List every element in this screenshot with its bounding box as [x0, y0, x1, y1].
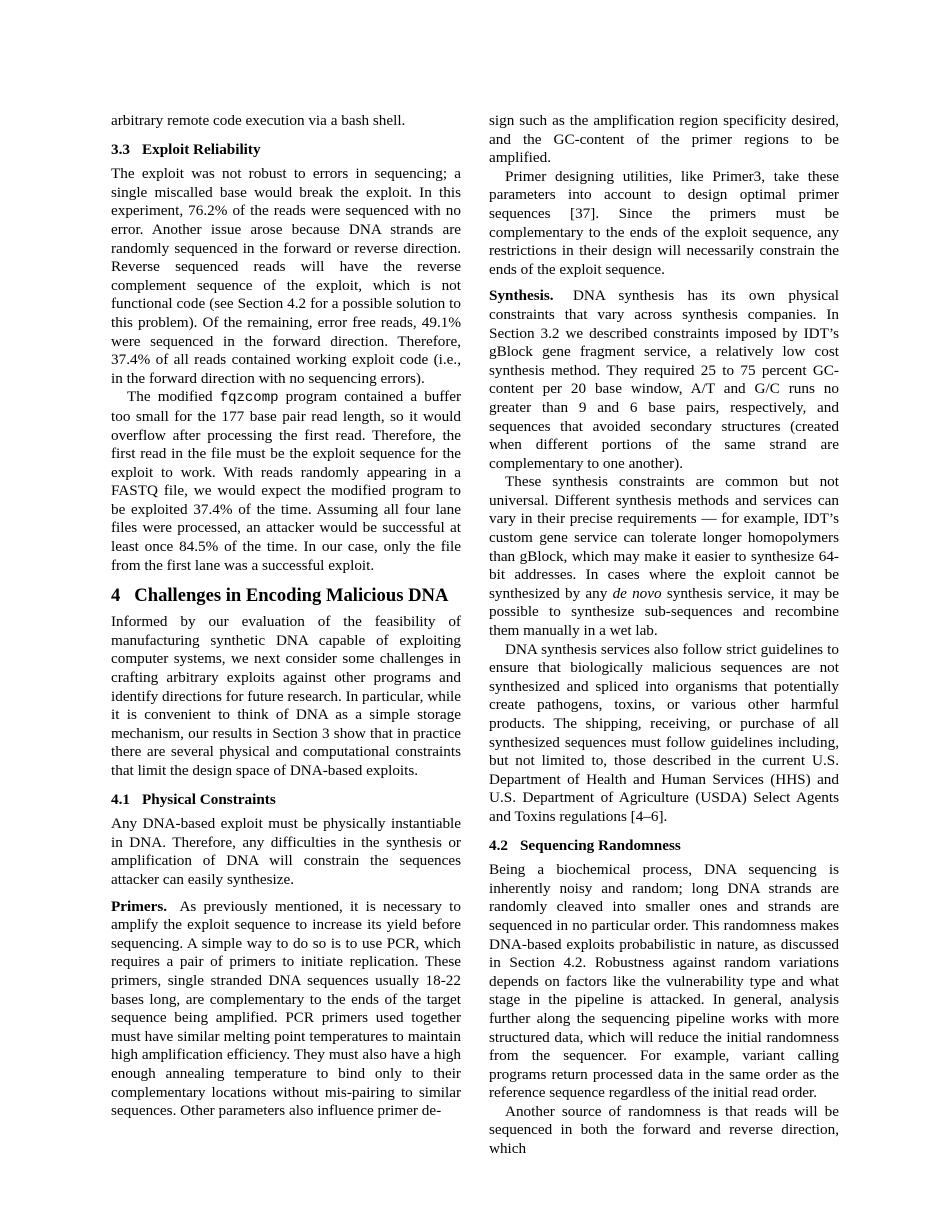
synthesis-text: DNA synthesis has its own physical constraints that vary across synthesis companies. In Section 3.2 we described constraints imposed by IDT’s gBlock gene fragment service, a relatively low cost synthesis method. They required 25 to 75 percent GC-content per 20 base window, A/T and G/C runs no greater than 9 and 6 base pairs, respectively, and sequences that avoided secondary structures (created when different portions of the same strand are complementary to one another).: [489, 287, 840, 472]
section-4-heading: [111, 585, 461, 607]
section-title: Sequencing Randomness: [519, 836, 681, 854]
fqzcomp-code: fqzcomp: [219, 390, 279, 407]
synthesis-runin-heading: Synthesis.: [489, 287, 554, 305]
guidelines-paragraph: DNA synthesis services also follow strict guidelines to ensure that biologically malicious sequences are not synthesized and spliced into organisms that potentially create pathogens, toxins, or various other harmful products. The shipping, receiving, or purchase of all synthesized sequences must follow guidelines including, but not limited to, those described in the current U.S. Department of Health and Human Services (HHS) and U.S. Department of Agriculture (USDA) Select Agents and Toxins regulations [4–6].: [489, 640, 839, 825]
section-4-1-heading: [111, 791, 461, 810]
fqzcomp-paragraph: [111, 388, 461, 575]
primer3-paragraph: Primer designing utilities, like Primer3, take these parameters into account to design optimal primer sequences [37]. Since the primers must be complementary to the ends of the exploit sequence, any restrictions in their design will necessarily constrain the ends of the exploit sequence.: [489, 167, 839, 278]
de-novo-emphasis: de novo: [612, 584, 662, 602]
section-title: Exploit Reliability: [141, 140, 261, 158]
section-number: 3.3: [111, 140, 130, 158]
primers-paragraph: [111, 898, 461, 1121]
constraints-pre: These synthesis constraints are common but not universal. Different synthesis methods and services can vary in their precise requirements — for example, IDT’s custom gene service can tolerate longer homopolymers than gBlock, which may make it easier to synthesize 64-bit addresses. In cases where the exploit cannot be synthesized by any: [489, 473, 839, 602]
sequencing-randomness-paragraph: Being a biochemical process, DNA sequencing is inherently noisy and random; long DNA strands are randomly cleaved into smaller ones and strands are sequenced in no particular order. This randomness makes DNA-based exploits probabilistic in nature, as discussed in Section 4.2. Robustness against random variations depends on factors like the vulnerability type and what stage in the pipeline is attacked. In general, analysis further along the sequencing pipeline works with more structured data, which will reduce the initial randomness from the sequencer. For example, variant calling programs return processed data in the same order as the reference sequence regardless of the initial read order.: [489, 861, 839, 1102]
section-3-3-heading: [111, 141, 461, 160]
left-column: [111, 112, 461, 1121]
fqzcomp-pre: The modified: [127, 388, 213, 406]
section-number: 4: [111, 585, 121, 607]
fqzcomp-post: program contained a buffer too small for the 177 base pair read length, so it would overflow after processing the first read. Therefore, the first read in the file must be the exploit sequence for the exploit to work. With reads randomly appearing in a FASTQ file, we would expect the modified program to be exploited 37.4% of the time. Assuming all four lane files were processed, an attacker would be successful at least once 84.5% of the time. In our case, only the file from the first lane was a successful exploit.: [111, 388, 462, 574]
section-4-2-heading: [489, 837, 839, 856]
challenges-paragraph: Informed by our evaluation of the feasibility of manufacturing synthetic DNA capable of exploiting computer systems, we next consider some challenges in crafting arbitrary exploits against other programs and identify directions for future research. In particular, while it is convenient to think of DNA as a simple storage mechanism, our results in Section 3 show that in practice there are several physical and computational constraints that limit the design space of DNA-based exploits.: [111, 613, 461, 779]
section-title: Physical Constraints: [141, 790, 276, 808]
primers-text: As previously mentioned, it is necessary to amplify the exploit sequence to increase its yield before sequencing. A simple way to do so is to use PCR, which requires a pair of primers to initiate replication. These primers, single stranded DNA sequences usually 18-22 bases long, are complementary to the ends of the target sequence being amplified. PCR primers used together must have similar melting point temperatures to maintain high amplification efficiency. They must also have a high enough annealing temperature to bind only to their complementary locations without mis-pairing to similar sequences. Other parameters also influence primer de-: [111, 897, 461, 1120]
section-number: 4.1: [111, 790, 130, 808]
right-column: [489, 112, 839, 1159]
randomness-source-paragraph: Another source of randomness is that reads will be sequenced in both the forward and reverse direction, which: [489, 1102, 839, 1158]
constraints-paragraph: [489, 473, 839, 640]
primers-runin-heading: Primers.: [111, 897, 168, 915]
section-number: 4.2: [489, 836, 508, 854]
continued-paragraph: sign such as the amplification region specificity desired, and the GC-content of the primer regions to be amplified.: [489, 112, 839, 167]
synthesis-paragraph: [489, 287, 839, 473]
exploit-reliability-paragraph: The exploit was not robust to errors in sequencing; a single miscalled base would break the exploit. In this experiment, 76.2% of the reads were sequenced with no error. Another issue arose because DNA strands are randomly sequenced in the forward or reverse direction. Reverse sequenced reads will have the reverse complement sequence of the exploit, which is not functional code (see Section 4.2 for a possible solution to this problem). Of the remaining, error free reads, 49.1% were sequenced in the forward direction. Therefore, 37.4% of all reads contained working exploit code (i.e., in the forward direction with no sequencing errors).: [111, 165, 461, 387]
physical-constraints-paragraph: Any DNA-based exploit must be physically instantiable in DNA. Therefore, any difficulties in the synthesis or amplification of DNA will constrain the sequences attacker can easily synthesize.: [111, 815, 461, 888]
continued-paragraph: arbitrary remote code execution via a bash shell.: [111, 112, 406, 129]
constraints-post: synthesis service, it may be possible to synthesize sub-sequences and recombine them manually in a wet lab.: [489, 584, 840, 640]
section-title: Challenges in Encoding Malicious DNA: [134, 585, 449, 607]
